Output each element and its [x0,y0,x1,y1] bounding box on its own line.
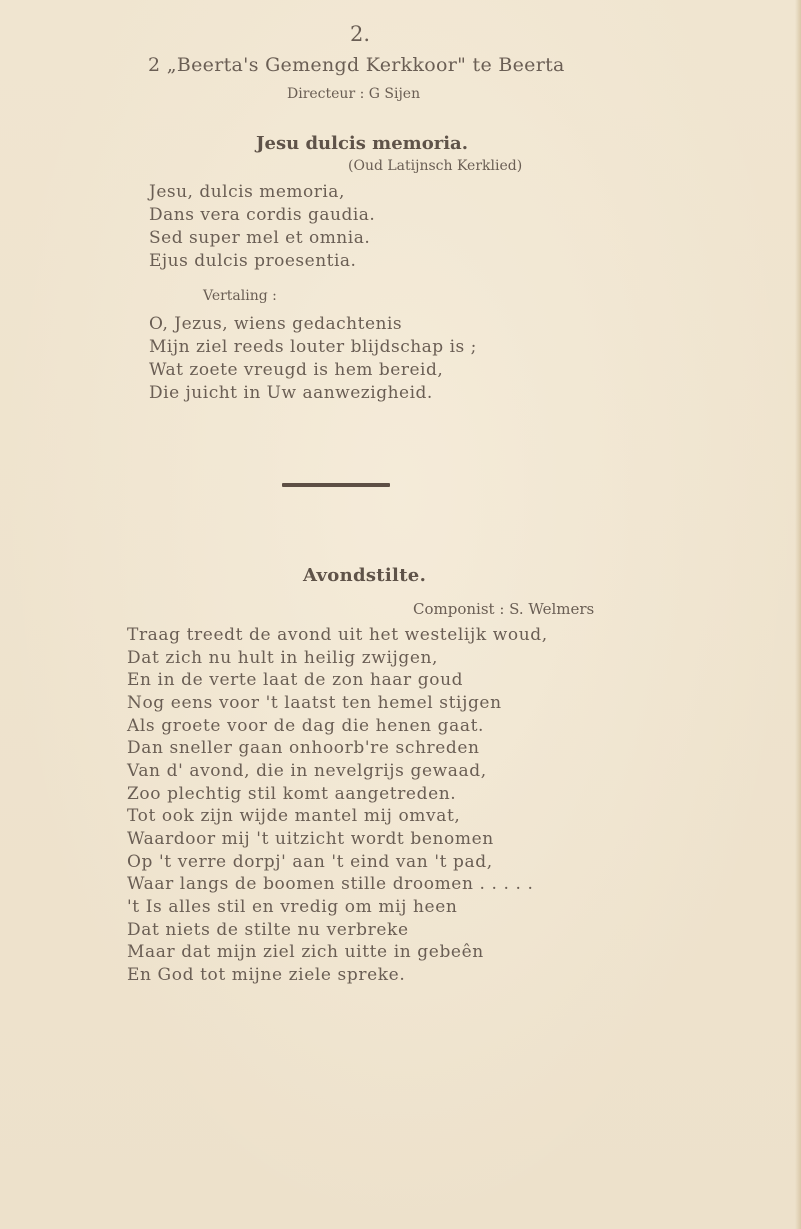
poem-line: Dan sneller gaan onhoorb're schreden [127,738,480,759]
poem-line: Waardoor mij 't uitzicht wordt benomen [127,828,494,849]
dutch-translation-verse [149,313,477,405]
poem-line: Van d' avond, die in nevelgrijs gewaad, [127,760,487,781]
section-divider [282,483,390,487]
poem-line: Maar dat mijn ziel zich uitte in gebeên [127,942,484,963]
composer-line: Componist : S. Welmers [413,600,595,618]
page-edge [795,0,801,1229]
poem-line: En in de verte laat de zon haar goud [127,670,464,691]
verse-line: Dans vera cordis gaudia. [149,205,376,225]
song-title-jesu-dulcis: Jesu dulcis memoria. [256,133,468,154]
poem-line: 't Is alles stil en vredig om mij heen [127,896,458,917]
verse-line: Jesu, dulcis memoria, [149,182,345,202]
latin-verse [149,181,375,273]
poem-line: Nog eens voor 't laatst ten hemel stijgen [127,692,502,713]
poem-line: Waar langs de boomen stille droomen . . . . . [127,874,534,895]
verse-line: O, Jezus, wiens gedachtenis [149,314,403,334]
verse-line: Die juicht in Uw aanwezigheid. [149,383,433,403]
page-number: 2. [349,22,371,46]
translation-label: Vertaling : [203,288,277,304]
poem-line: Dat niets de stilte nu verbreke [127,919,409,940]
poem-line: En God tot mijne ziele spreke. [127,964,406,985]
poem-line: Tot ook zijn wijde mantel mij omvat, [127,806,461,827]
poem-line: Op 't verre dorpj' aan 't eind van 't pad, [127,851,493,872]
choir-title: 2 „Beerta's Gemengd Kerkkoor" te Beerta [148,54,565,76]
verse-line: Mijn ziel reeds louter blijdschap is ; [149,337,477,357]
poem-line: Zoo plechtig stil komt aangetreden. [127,783,457,804]
avondstilte-poem [127,624,548,987]
poem-line: Traag treedt de avond uit het westelijk woud, [127,625,548,645]
verse-line: Ejus dulcis proesentia. [149,251,357,271]
director-line: Directeur : G Sijen [287,86,421,102]
poem-line: Als groete voor de dag die henen gaat. [127,715,485,736]
verse-line: Sed super mel et omnia. [149,228,371,248]
song-subtitle: (Oud Latijnsch Kerklied) [348,158,523,174]
poem-line: Dat zich nu hult in heilig zwijgen, [127,647,439,668]
song-title-avondstilte: Avondstilte. [303,565,427,586]
verse-line: Wat zoete vreugd is hem bereid, [149,360,444,380]
